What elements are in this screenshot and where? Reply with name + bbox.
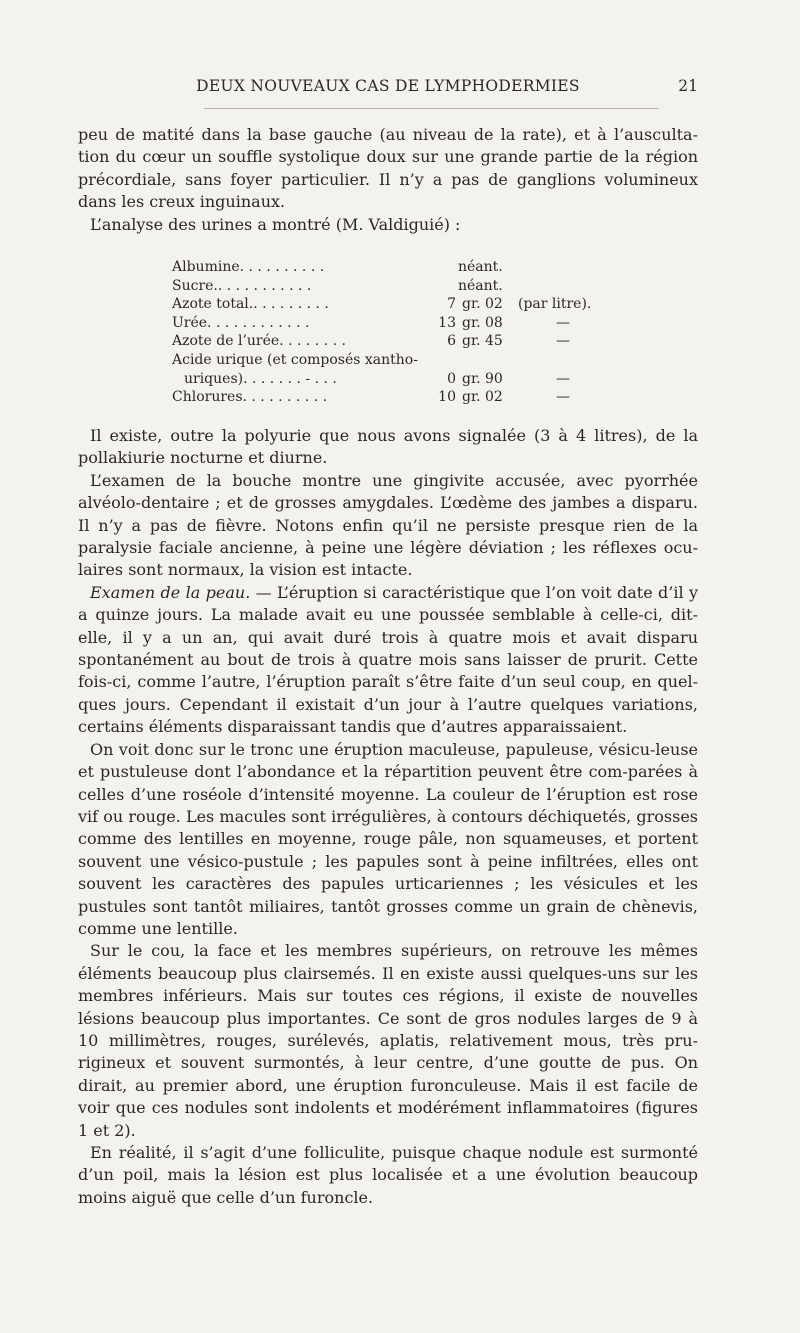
body-text-top	[78, 124, 698, 236]
analysis-label: Albumine. . . . . . . . . .	[172, 259, 325, 275]
analysis-unit: gr. 02	[462, 296, 503, 313]
ditto-mark: —	[556, 370, 570, 387]
ditto-mark: —	[556, 389, 570, 406]
analysis-note: (par litre).	[518, 296, 592, 313]
analysis-value: 6	[447, 333, 456, 350]
analysis-label: Sucre.. . . . . . . . . . .	[172, 277, 312, 294]
analysis-label: Chlorures. . . . . . . . . .	[172, 389, 328, 406]
paragraph: L’analyse des urines a montré (M. Valdiguié) :	[90, 214, 461, 234]
analysis-row-sucre	[172, 277, 632, 296]
analysis-row-acide-urique-cont	[172, 370, 632, 389]
analysis-row-albumine	[172, 258, 632, 277]
ditto-mark: —	[556, 333, 570, 350]
analysis-label: uriques). . . . . . . - . . .	[184, 370, 337, 387]
paragraph: L’examen de la bouche montre une gingivite accusée, avec pyorrhée alvéolo-dentaire ; et de grosses amygdales. L’œdème des jambes a disparu. Il n’y a pas de fièvre. Notons enfin qu’il ne persiste presque rien de la paralysie faciale ancienne, à peine une légère déviation ; les réflexes ocu-laires sont normaux, la vision est intacte.	[78, 470, 698, 580]
analysis-value: néant.	[458, 259, 503, 275]
analysis-unit: gr. 02	[462, 389, 503, 406]
running-head	[78, 77, 698, 101]
running-title: DEUX NOUVEAUX CAS DE LYMPHODERMIES	[196, 77, 580, 95]
body-text-bottom	[78, 425, 698, 1209]
analysis-row-uree	[172, 314, 632, 333]
analysis-label: Azote total.. . . . . . . . .	[172, 296, 329, 313]
analysis-value: néant.	[458, 277, 503, 294]
analysis-unit: gr. 45	[462, 333, 503, 350]
paragraph: On voit donc sur le tronc une éruption maculeuse, papuleuse, vésicu-leuse et pustuleuse dont l’abondance et la répartition peuvent être com-parées à celles d’une roséole d’intensité moyenne. La couleur de l’éruption est rose vif ou rouge. Les macules sont irrégulières, à contours déchiquetés, grosses comme des lentilles en moyenne, rouge pâle, non squameuses, et portent souvent une vésico-pustule ; les papules sont à peine infiltrées, elles ont souvent les caractères des papules urticariennes ; les vésicules et les pustules sont tantôt miliaires, tantôt grosses comme un grain de chènevis, comme une lentille.	[78, 739, 698, 938]
paragraph-text: — L’éruption si caractéristique que l’on voit date d’il y a quinze jours. La malade avait eu une poussée semblable à celle-ci, dit-elle, il y a un an, qui avait duré trois à quatre mois et avait disparu spontanément au bout de trois à quatre mois sans laisser de prurit. Cette fois-ci, comme l’autre, l’éruption paraît s’être faite d’un seul coup, en quel-ques jours. Cependant il existait d’un jour à l’autre quelques variations, certains éléments disparaissant tandis que d’autres apparaissaient.	[78, 582, 699, 737]
paragraph: Sur le cou, la face et les membres supérieurs, on retrouve les mêmes éléments beaucoup plus clairsemés. Il en existe aussi quelques-uns sur les membres inférieurs. Mais sur toutes ces régions, il existe de nouvelles lésions beaucoup plus importantes. Ce sont de gros nodules larges de 9 à 10 millimètres, rouges, surélevés, aplatis, relativement mous, très pru-rigineux et souvent surmontés, à leur centre, d’une goutte de pus. On dirait, au premier abord, une éruption furonculeuse. Mais il est facile de voir que ces nodules sont indolents et modérément inflammatoires (figures 1 et 2).	[78, 941, 698, 1140]
analysis-row-acide-urique	[172, 351, 632, 370]
analysis-value: 13	[438, 314, 456, 331]
analysis-value: 0	[447, 370, 456, 387]
analysis-value: 7	[447, 296, 456, 313]
page-number: 21	[678, 77, 698, 95]
analysis-row-azote-uree	[172, 332, 632, 351]
section-heading-italic: Examen de la peau.	[90, 582, 251, 602]
analysis-label: Acide urique (et composés xantho-	[172, 351, 418, 368]
ditto-mark: —	[556, 314, 570, 331]
analysis-label: Azote de l’urée. . . . . . . .	[172, 333, 346, 350]
paragraph: Il existe, outre la polyurie que nous avons signalée (3 à 4 litres), de la pollakiurie nocturne et diurne.	[78, 426, 698, 468]
paragraph-examen-peau	[78, 582, 698, 739]
analysis-value: 10	[438, 389, 456, 406]
paragraph: peu de matité dans la base gauche (au niveau de la rate), et à l’ausculta-tion du cœur un souffle systolique doux sur une grande partie de la région précordiale, sans foyer particulier. Il n’y a pas de ganglions volumineux dans les creux inguinaux.	[78, 125, 698, 212]
analysis-unit: gr. 90	[462, 370, 503, 387]
analysis-unit: gr. 08	[462, 314, 503, 331]
analysis-label: Urée. . . . . . . . . . . .	[172, 314, 310, 331]
paragraph: En réalité, il s’agit d’une folliculite, puisque chaque nodule est surmonté d’un poil, mais la lésion est plus localisée et a une évolution beaucoup moins aiguë que celle d’un furoncle.	[78, 1143, 698, 1207]
analysis-row-azote-total	[172, 295, 632, 314]
urine-analysis-table	[172, 258, 632, 407]
header-rule	[204, 108, 659, 109]
analysis-row-chlorures	[172, 388, 632, 407]
